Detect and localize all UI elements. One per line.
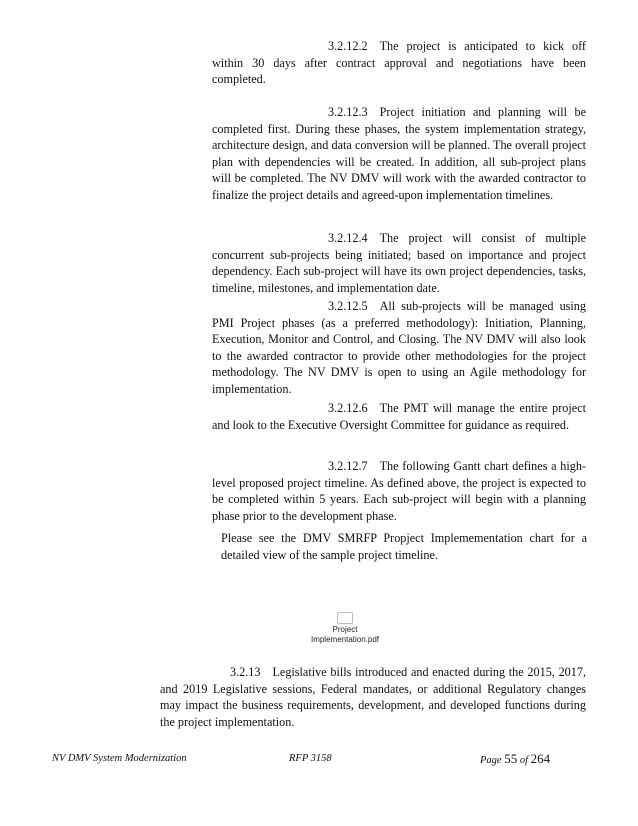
page-of: of [517, 755, 531, 766]
paragraph-text: The project will consist of multiple concurrent sub-projects being initiated; based on importance and project dependency. Each sub-project will have its own project dependencies, tasks, timeline, milestones, and implementation date. [212, 231, 586, 295]
paragraph-number: 3.2.12.6 [328, 401, 368, 415]
paragraph-text: The project is anticipated to kick off within 30 days after contract approval and negotiations have been completed. [212, 39, 586, 87]
paragraph-3-2-12-6 [212, 400, 586, 433]
paragraph-text: Project initiation and planning will be completed first. During these phases, the system implementation strategy, architecture design, and data conversion will be planned. The overall project plan with dependencies will be created. In addition, all sub-project plans will be completed. The NV DMV will work with the awarded contractor to finalize the project details and agreed-upon implementation timelines. [212, 105, 586, 202]
paragraph-number: 3.2.12.7 [328, 459, 368, 473]
attachment-label-line1: Project [332, 625, 358, 634]
chart-reference-note: Please see the DMV SMRFP Propject Implemementation chart for a detailed view of the sample project timeline. [221, 531, 587, 562]
footer-rfp-number: RFP 3158 [289, 753, 332, 764]
paragraph-text: The following Gantt chart defines a high-level proposed project timeline. As defined above, the project is expected to be completed within 5 years. Each sub-project will begin with a planning phase prior to the development phase. [212, 459, 586, 523]
page-current: 55 [504, 751, 518, 766]
paragraph-text: The PMT will manage the entire project and look to the Executive Oversight Committee for guidance as required. [212, 401, 586, 432]
paragraph-3-2-12-4 [212, 230, 586, 296]
pdf-file-icon [337, 612, 353, 624]
page-prefix: Page [480, 755, 505, 766]
paragraph-text: All sub-projects will be managed using PMI Project phases (as a preferred methodology): Initiation, Planning, Execution, Monitor and Control, and Closing. The NV DMV will also look to the awarded contractor to provide other methodologies for the project methodology. The NV DMV is open to using an Agile methodology for implementation. [212, 299, 586, 396]
footer-page-number [480, 751, 550, 767]
paragraph-number: 3.2.12.4 [328, 231, 368, 245]
paragraph-3-2-12-5 [212, 298, 586, 398]
footer-title: NV DMV System Modernization [52, 753, 187, 764]
paragraph-text: Legislative bills introduced and enacted during the 2015, 2017, and 2019 Legislative sessions, Federal mandates, or additional Regulatory changes may impact the business requirements, development, and developed functions during the project implementation. [160, 665, 586, 729]
page-total: 264 [530, 751, 551, 766]
paragraph-3-2-13 [160, 664, 586, 730]
paragraph-3-2-12-2 [212, 38, 586, 88]
paragraph-3-2-12-7 [212, 458, 586, 524]
paragraph-number: 3.2.12.2 [328, 39, 368, 53]
attachment-link[interactable] [300, 612, 390, 645]
paragraph-number: 3.2.13 [230, 665, 261, 679]
paragraph-number: 3.2.12.5 [328, 299, 368, 313]
paragraph-number: 3.2.12.3 [328, 105, 368, 119]
paragraph-3-2-12-3 [212, 104, 586, 204]
attachment-label-line2: Implementation.pdf [310, 635, 380, 644]
